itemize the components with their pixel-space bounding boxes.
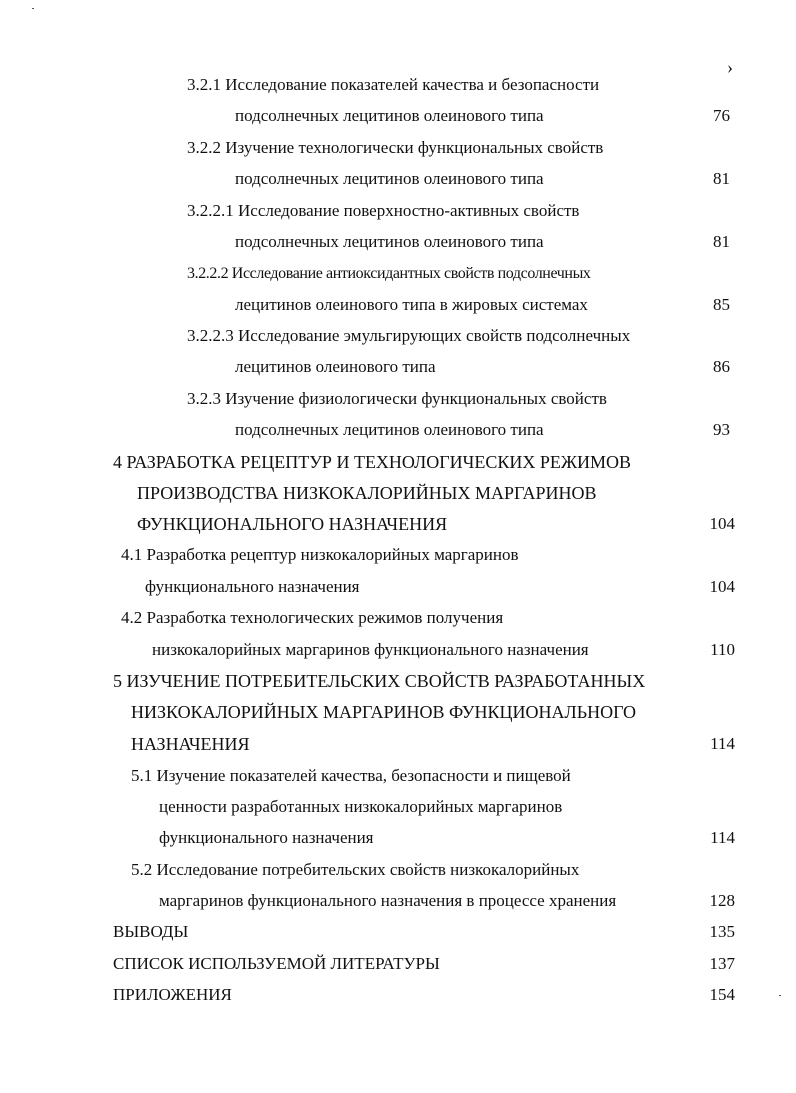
- toc-page-number: 104: [709, 514, 735, 533]
- toc-page-number: 110: [710, 640, 735, 659]
- toc-page-number: 114: [710, 734, 735, 753]
- page-corner-mark: ›: [727, 57, 733, 77]
- toc-page-number: 104: [709, 577, 735, 596]
- toc-entry-line: 5.1 Изучение показателей качества, безопасности и пищевой: [131, 766, 571, 785]
- toc-entry-line: 3.2.2.2 Исследование антиоксидантных свойств подсолнечных: [187, 265, 591, 282]
- toc-entry-line: подсолнечных лецитинов олеинового типа: [235, 420, 544, 439]
- toc-entry-line: 3.2.2 Изучение технологически функциональных свойств: [187, 138, 604, 157]
- toc-entry-line: лецитинов олеинового типа: [235, 357, 436, 376]
- toc-entry-line: низкокалорийных маргаринов функционального назначения: [152, 640, 589, 659]
- scan-speck: [779, 995, 781, 996]
- toc-page-number: 81: [713, 232, 730, 251]
- toc-chapter-line: НАЗНАЧЕНИЯ: [131, 734, 250, 754]
- toc-chapter-line: НИЗКОКАЛОРИЙНЫХ МАРГАРИНОВ ФУНКЦИОНАЛЬНОГО: [131, 702, 637, 722]
- toc-page-number: 85: [713, 295, 730, 314]
- toc-entry-line: 4.1 Разработка рецептур низкокалорийных маргаринов: [121, 545, 519, 564]
- toc-entry-line: 3.2.3 Изучение физиологически функциональных свойств: [187, 389, 607, 408]
- toc-entry-line: лецитинов олеинового типа в жировых системах: [235, 295, 588, 314]
- toc-chapter-line: ПРОИЗВОДСТВА НИЗКОКАЛОРИЙНЫХ МАРГАРИНОВ: [137, 483, 597, 503]
- toc-chapter-line: 4 РАЗРАБОТКА РЕЦЕПТУР И ТЕХНОЛОГИЧЕСКИХ РЕЖИМОВ: [113, 452, 631, 472]
- scan-speck: [32, 8, 34, 9]
- toc-page-number: 81: [713, 169, 730, 188]
- toc-entry-line: функционального назначения: [145, 577, 360, 596]
- toc-entry-line: ценности разработанных низкокалорийных маргаринов: [159, 797, 563, 816]
- toc-section-line: ВЫВОДЫ: [113, 922, 189, 941]
- toc-entry-line: 5.2 Исследование потребительских свойств низкокалорийных: [131, 860, 580, 879]
- toc-page-number: 135: [709, 922, 735, 941]
- toc-entry-line: 3.2.1 Исследование показателей качества и безопасности: [187, 75, 600, 94]
- toc-entry-line: 4.2 Разработка технологических режимов получения: [121, 608, 504, 627]
- toc-page-number: 154: [709, 985, 735, 1004]
- toc-entry-line: 3.2.2.3 Исследование эмульгирующих свойств подсолнечных: [187, 326, 631, 345]
- toc-entry-line: подсолнечных лецитинов олеинового типа: [235, 106, 544, 125]
- toc-page-number: 93: [713, 420, 730, 439]
- toc-entry-line: подсолнечных лецитинов олеинового типа: [235, 169, 544, 188]
- toc-section-line: ПРИЛОЖЕНИЯ: [113, 985, 232, 1004]
- toc-page-number: 137: [709, 954, 735, 973]
- toc-entry-line: маргаринов функционального назначения в процессе хранения: [159, 891, 617, 910]
- toc-page-number: 114: [710, 828, 735, 847]
- toc-page-number: 86: [713, 357, 730, 376]
- toc-entry-line: подсолнечных лецитинов олеинового типа: [235, 232, 544, 251]
- toc-chapter-line: ФУНКЦИОНАЛЬНОГО НАЗНАЧЕНИЯ: [137, 514, 448, 534]
- toc-page-number: 128: [709, 891, 735, 910]
- toc-page-number: 76: [713, 106, 730, 125]
- toc-chapter-line: 5 ИЗУЧЕНИЕ ПОТРЕБИТЕЛЬСКИХ СВОЙСТВ РАЗРАБОТАННЫХ: [113, 671, 646, 691]
- toc-entry-line: функционального назначения: [159, 828, 374, 847]
- toc-entry-line: 3.2.2.1 Исследование поверхностно-активных свойств: [187, 201, 580, 220]
- toc-section-line: СПИСОК ИСПОЛЬЗУЕМОЙ ЛИТЕРАТУРЫ: [113, 954, 440, 973]
